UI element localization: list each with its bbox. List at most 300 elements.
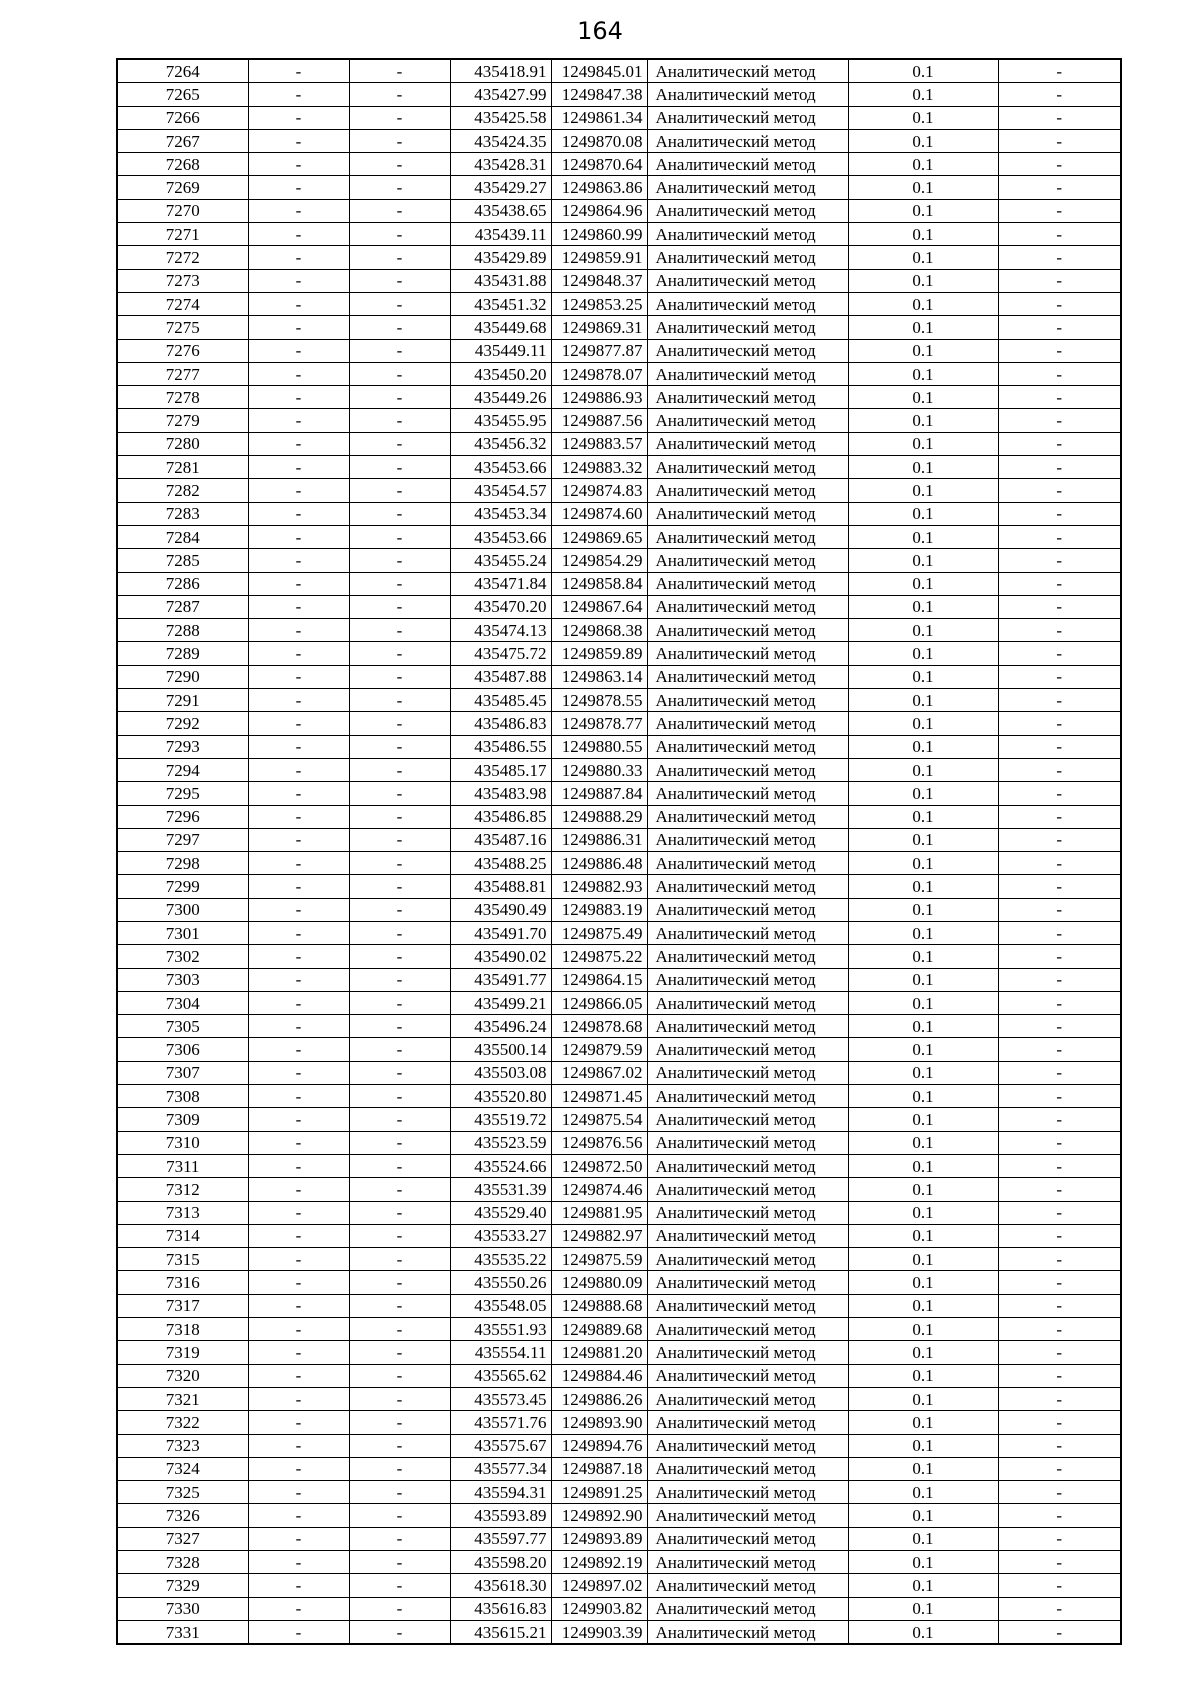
table-row xyxy=(117,1574,1121,1597)
x-coordinate-cell: 435490.02 xyxy=(450,945,551,968)
method-cell: Аналитический метод xyxy=(647,665,848,688)
point-number-cell: 7280 xyxy=(117,432,248,455)
y-coordinate-cell: 1249888.29 xyxy=(551,805,647,828)
accuracy-cell: 0.1 xyxy=(848,432,998,455)
x-coordinate-cell: 435491.77 xyxy=(450,968,551,991)
x-coordinate-cell: 435488.81 xyxy=(450,875,551,898)
y-coordinate-cell: 1249867.64 xyxy=(551,595,647,618)
empty-cell-b: - xyxy=(349,805,450,828)
point-number-cell: 7302 xyxy=(117,945,248,968)
y-coordinate-cell: 1249872.50 xyxy=(551,1154,647,1177)
empty-cell-a: - xyxy=(248,1597,349,1620)
point-number-cell: 7317 xyxy=(117,1294,248,1317)
empty-cell-b: - xyxy=(349,921,450,944)
x-coordinate-cell: 435575.67 xyxy=(450,1434,551,1457)
table-row xyxy=(117,945,1121,968)
empty-cell-a: - xyxy=(248,176,349,199)
method-cell: Аналитический метод xyxy=(647,1527,848,1550)
empty-cell-a: - xyxy=(248,852,349,875)
y-coordinate-cell: 1249853.25 xyxy=(551,292,647,315)
x-coordinate-cell: 435483.98 xyxy=(450,782,551,805)
accuracy-cell: 0.1 xyxy=(848,1457,998,1480)
note-cell: - xyxy=(998,83,1121,106)
note-cell: - xyxy=(998,456,1121,479)
point-number-cell: 7265 xyxy=(117,83,248,106)
y-coordinate-cell: 1249886.31 xyxy=(551,828,647,851)
point-number-cell: 7286 xyxy=(117,572,248,595)
empty-cell-a: - xyxy=(248,1411,349,1434)
empty-cell-a: - xyxy=(248,339,349,362)
point-number-cell: 7324 xyxy=(117,1457,248,1480)
accuracy-cell: 0.1 xyxy=(848,292,998,315)
point-number-cell: 7285 xyxy=(117,549,248,572)
point-number-cell: 7308 xyxy=(117,1085,248,1108)
y-coordinate-cell: 1249871.45 xyxy=(551,1085,647,1108)
x-coordinate-cell: 435455.24 xyxy=(450,549,551,572)
empty-cell-a: - xyxy=(248,432,349,455)
table-row xyxy=(117,1481,1121,1504)
y-coordinate-cell: 1249863.14 xyxy=(551,665,647,688)
y-coordinate-cell: 1249875.59 xyxy=(551,1248,647,1271)
note-cell: - xyxy=(998,782,1121,805)
y-coordinate-cell: 1249875.54 xyxy=(551,1108,647,1131)
note-cell: - xyxy=(998,176,1121,199)
empty-cell-b: - xyxy=(349,1620,450,1644)
note-cell: - xyxy=(998,59,1121,83)
method-cell: Аналитический метод xyxy=(647,1434,848,1457)
x-coordinate-cell: 435499.21 xyxy=(450,991,551,1014)
y-coordinate-cell: 1249882.97 xyxy=(551,1224,647,1247)
note-cell: - xyxy=(998,1038,1121,1061)
empty-cell-a: - xyxy=(248,549,349,572)
y-coordinate-cell: 1249893.89 xyxy=(551,1527,647,1550)
empty-cell-b: - xyxy=(349,456,450,479)
empty-cell-a: - xyxy=(248,1108,349,1131)
point-number-cell: 7327 xyxy=(117,1527,248,1550)
table-row xyxy=(117,362,1121,385)
method-cell: Аналитический метод xyxy=(647,805,848,828)
table-row xyxy=(117,153,1121,176)
point-number-cell: 7278 xyxy=(117,386,248,409)
y-coordinate-cell: 1249888.68 xyxy=(551,1294,647,1317)
y-coordinate-cell: 1249878.68 xyxy=(551,1015,647,1038)
table-row xyxy=(117,1271,1121,1294)
empty-cell-a: - xyxy=(248,129,349,152)
empty-cell-a: - xyxy=(248,59,349,83)
method-cell: Аналитический метод xyxy=(647,83,848,106)
accuracy-cell: 0.1 xyxy=(848,362,998,385)
method-cell: Аналитический метод xyxy=(647,502,848,525)
accuracy-cell: 0.1 xyxy=(848,129,998,152)
method-cell: Аналитический метод xyxy=(647,1015,848,1038)
point-number-cell: 7276 xyxy=(117,339,248,362)
y-coordinate-cell: 1249847.38 xyxy=(551,83,647,106)
empty-cell-b: - xyxy=(349,223,450,246)
y-coordinate-cell: 1249880.55 xyxy=(551,735,647,758)
x-coordinate-cell: 435503.08 xyxy=(450,1061,551,1084)
note-cell: - xyxy=(998,432,1121,455)
note-cell: - xyxy=(998,1271,1121,1294)
x-coordinate-cell: 435533.27 xyxy=(450,1224,551,1247)
accuracy-cell: 0.1 xyxy=(848,1434,998,1457)
method-cell: Аналитический метод xyxy=(647,1108,848,1131)
empty-cell-a: - xyxy=(248,1551,349,1574)
note-cell: - xyxy=(998,525,1121,548)
accuracy-cell: 0.1 xyxy=(848,1341,998,1364)
y-coordinate-cell: 1249854.29 xyxy=(551,549,647,572)
note-cell: - xyxy=(998,758,1121,781)
method-cell: Аналитический метод xyxy=(647,828,848,851)
accuracy-cell: 0.1 xyxy=(848,525,998,548)
y-coordinate-cell: 1249892.90 xyxy=(551,1504,647,1527)
method-cell: Аналитический метод xyxy=(647,1294,848,1317)
note-cell: - xyxy=(998,689,1121,712)
accuracy-cell: 0.1 xyxy=(848,1294,998,1317)
table-row xyxy=(117,269,1121,292)
note-cell: - xyxy=(998,1411,1121,1434)
accuracy-cell: 0.1 xyxy=(848,1527,998,1550)
accuracy-cell: 0.1 xyxy=(848,1411,998,1434)
point-number-cell: 7310 xyxy=(117,1131,248,1154)
method-cell: Аналитический метод xyxy=(647,1201,848,1224)
accuracy-cell: 0.1 xyxy=(848,1085,998,1108)
y-coordinate-cell: 1249845.01 xyxy=(551,59,647,83)
accuracy-cell: 0.1 xyxy=(848,1387,998,1410)
method-cell: Аналитический метод xyxy=(647,59,848,83)
method-cell: Аналитический метод xyxy=(647,1504,848,1527)
y-coordinate-cell: 1249881.20 xyxy=(551,1341,647,1364)
y-coordinate-cell: 1249883.19 xyxy=(551,898,647,921)
note-cell: - xyxy=(998,1364,1121,1387)
y-coordinate-cell: 1249876.56 xyxy=(551,1131,647,1154)
point-number-cell: 7313 xyxy=(117,1201,248,1224)
empty-cell-a: - xyxy=(248,782,349,805)
empty-cell-b: - xyxy=(349,246,450,269)
point-number-cell: 7321 xyxy=(117,1387,248,1410)
y-coordinate-cell: 1249883.57 xyxy=(551,432,647,455)
y-coordinate-cell: 1249859.89 xyxy=(551,642,647,665)
point-number-cell: 7322 xyxy=(117,1411,248,1434)
empty-cell-b: - xyxy=(349,689,450,712)
note-cell: - xyxy=(998,1387,1121,1410)
table-row xyxy=(117,1201,1121,1224)
table-row xyxy=(117,1434,1121,1457)
method-cell: Аналитический метод xyxy=(647,223,848,246)
method-cell: Аналитический метод xyxy=(647,1597,848,1620)
empty-cell-a: - xyxy=(248,386,349,409)
point-number-cell: 7287 xyxy=(117,595,248,618)
method-cell: Аналитический метод xyxy=(647,968,848,991)
note-cell: - xyxy=(998,1597,1121,1620)
accuracy-cell: 0.1 xyxy=(848,712,998,735)
empty-cell-b: - xyxy=(349,292,450,315)
accuracy-cell: 0.1 xyxy=(848,619,998,642)
empty-cell-b: - xyxy=(349,1434,450,1457)
point-number-cell: 7267 xyxy=(117,129,248,152)
method-cell: Аналитический метод xyxy=(647,875,848,898)
point-number-cell: 7320 xyxy=(117,1364,248,1387)
accuracy-cell: 0.1 xyxy=(848,456,998,479)
y-coordinate-cell: 1249886.26 xyxy=(551,1387,647,1410)
accuracy-cell: 0.1 xyxy=(848,223,998,246)
method-cell: Аналитический метод xyxy=(647,758,848,781)
point-number-cell: 7268 xyxy=(117,153,248,176)
x-coordinate-cell: 435470.20 xyxy=(450,595,551,618)
y-coordinate-cell: 1249874.60 xyxy=(551,502,647,525)
empty-cell-a: - xyxy=(248,642,349,665)
x-coordinate-cell: 435439.11 xyxy=(450,223,551,246)
x-coordinate-cell: 435565.62 xyxy=(450,1364,551,1387)
method-cell: Аналитический метод xyxy=(647,689,848,712)
x-coordinate-cell: 435487.88 xyxy=(450,665,551,688)
y-coordinate-cell: 1249870.64 xyxy=(551,153,647,176)
x-coordinate-cell: 435535.22 xyxy=(450,1248,551,1271)
empty-cell-a: - xyxy=(248,106,349,129)
method-cell: Аналитический метод xyxy=(647,945,848,968)
x-coordinate-cell: 435524.66 xyxy=(450,1154,551,1177)
method-cell: Аналитический метод xyxy=(647,1085,848,1108)
note-cell: - xyxy=(998,991,1121,1014)
note-cell: - xyxy=(998,409,1121,432)
note-cell: - xyxy=(998,1504,1121,1527)
point-number-cell: 7292 xyxy=(117,712,248,735)
table-row xyxy=(117,1131,1121,1154)
empty-cell-a: - xyxy=(248,1131,349,1154)
y-coordinate-cell: 1249897.02 xyxy=(551,1574,647,1597)
table-row xyxy=(117,1457,1121,1480)
point-number-cell: 7326 xyxy=(117,1504,248,1527)
empty-cell-b: - xyxy=(349,1178,450,1201)
note-cell: - xyxy=(998,712,1121,735)
table-row xyxy=(117,665,1121,688)
x-coordinate-cell: 435496.24 xyxy=(450,1015,551,1038)
accuracy-cell: 0.1 xyxy=(848,828,998,851)
empty-cell-b: - xyxy=(349,572,450,595)
empty-cell-a: - xyxy=(248,292,349,315)
x-coordinate-cell: 435431.88 xyxy=(450,269,551,292)
empty-cell-a: - xyxy=(248,1364,349,1387)
empty-cell-b: - xyxy=(349,1527,450,1550)
empty-cell-a: - xyxy=(248,1457,349,1480)
y-coordinate-cell: 1249874.83 xyxy=(551,479,647,502)
empty-cell-a: - xyxy=(248,1154,349,1177)
y-coordinate-cell: 1249903.82 xyxy=(551,1597,647,1620)
note-cell: - xyxy=(998,106,1121,129)
empty-cell-a: - xyxy=(248,898,349,921)
empty-cell-b: - xyxy=(349,1061,450,1084)
y-coordinate-cell: 1249878.77 xyxy=(551,712,647,735)
y-coordinate-cell: 1249887.18 xyxy=(551,1457,647,1480)
accuracy-cell: 0.1 xyxy=(848,1574,998,1597)
accuracy-cell: 0.1 xyxy=(848,689,998,712)
accuracy-cell: 0.1 xyxy=(848,1015,998,1038)
note-cell: - xyxy=(998,968,1121,991)
point-number-cell: 7301 xyxy=(117,921,248,944)
empty-cell-b: - xyxy=(349,1131,450,1154)
method-cell: Аналитический метод xyxy=(647,176,848,199)
accuracy-cell: 0.1 xyxy=(848,409,998,432)
empty-cell-a: - xyxy=(248,83,349,106)
empty-cell-a: - xyxy=(248,1038,349,1061)
x-coordinate-cell: 435486.83 xyxy=(450,712,551,735)
method-cell: Аналитический метод xyxy=(647,246,848,269)
note-cell: - xyxy=(998,479,1121,502)
empty-cell-b: - xyxy=(349,945,450,968)
table-row xyxy=(117,456,1121,479)
point-number-cell: 7277 xyxy=(117,362,248,385)
table-row xyxy=(117,991,1121,1014)
x-coordinate-cell: 435418.91 xyxy=(450,59,551,83)
accuracy-cell: 0.1 xyxy=(848,1481,998,1504)
x-coordinate-cell: 435475.72 xyxy=(450,642,551,665)
accuracy-cell: 0.1 xyxy=(848,805,998,828)
empty-cell-a: - xyxy=(248,595,349,618)
empty-cell-a: - xyxy=(248,828,349,851)
note-cell: - xyxy=(998,1551,1121,1574)
empty-cell-b: - xyxy=(349,1224,450,1247)
method-cell: Аналитический метод xyxy=(647,339,848,362)
accuracy-cell: 0.1 xyxy=(848,269,998,292)
point-number-cell: 7316 xyxy=(117,1271,248,1294)
y-coordinate-cell: 1249889.68 xyxy=(551,1318,647,1341)
empty-cell-b: - xyxy=(349,1085,450,1108)
note-cell: - xyxy=(998,223,1121,246)
point-number-cell: 7329 xyxy=(117,1574,248,1597)
note-cell: - xyxy=(998,1154,1121,1177)
empty-cell-b: - xyxy=(349,828,450,851)
empty-cell-b: - xyxy=(349,642,450,665)
y-coordinate-cell: 1249861.34 xyxy=(551,106,647,129)
table-body xyxy=(117,59,1121,1644)
x-coordinate-cell: 435554.11 xyxy=(450,1341,551,1364)
method-cell: Аналитический метод xyxy=(647,1620,848,1644)
y-coordinate-cell: 1249874.46 xyxy=(551,1178,647,1201)
empty-cell-a: - xyxy=(248,1318,349,1341)
empty-cell-a: - xyxy=(248,968,349,991)
empty-cell-a: - xyxy=(248,223,349,246)
note-cell: - xyxy=(998,339,1121,362)
empty-cell-b: - xyxy=(349,758,450,781)
method-cell: Аналитический метод xyxy=(647,1411,848,1434)
x-coordinate-cell: 435471.84 xyxy=(450,572,551,595)
x-coordinate-cell: 435500.14 xyxy=(450,1038,551,1061)
point-number-cell: 7306 xyxy=(117,1038,248,1061)
empty-cell-b: - xyxy=(349,1574,450,1597)
y-coordinate-cell: 1249884.46 xyxy=(551,1364,647,1387)
point-number-cell: 7305 xyxy=(117,1015,248,1038)
empty-cell-b: - xyxy=(349,1457,450,1480)
empty-cell-b: - xyxy=(349,1271,450,1294)
x-coordinate-cell: 435449.26 xyxy=(450,386,551,409)
x-coordinate-cell: 435616.83 xyxy=(450,1597,551,1620)
point-number-cell: 7272 xyxy=(117,246,248,269)
accuracy-cell: 0.1 xyxy=(848,1551,998,1574)
x-coordinate-cell: 435474.13 xyxy=(450,619,551,642)
point-number-cell: 7330 xyxy=(117,1597,248,1620)
point-number-cell: 7297 xyxy=(117,828,248,851)
empty-cell-b: - xyxy=(349,432,450,455)
y-coordinate-cell: 1249893.90 xyxy=(551,1411,647,1434)
accuracy-cell: 0.1 xyxy=(848,1061,998,1084)
method-cell: Аналитический метод xyxy=(647,898,848,921)
note-cell: - xyxy=(998,1085,1121,1108)
note-cell: - xyxy=(998,1248,1121,1271)
x-coordinate-cell: 435598.20 xyxy=(450,1551,551,1574)
point-number-cell: 7295 xyxy=(117,782,248,805)
y-coordinate-cell: 1249887.56 xyxy=(551,409,647,432)
point-number-cell: 7274 xyxy=(117,292,248,315)
table-row xyxy=(117,595,1121,618)
accuracy-cell: 0.1 xyxy=(848,1131,998,1154)
accuracy-cell: 0.1 xyxy=(848,595,998,618)
note-cell: - xyxy=(998,199,1121,222)
method-cell: Аналитический метод xyxy=(647,1318,848,1341)
accuracy-cell: 0.1 xyxy=(848,1504,998,1527)
y-coordinate-cell: 1249869.65 xyxy=(551,525,647,548)
accuracy-cell: 0.1 xyxy=(848,1271,998,1294)
x-coordinate-cell: 435438.65 xyxy=(450,199,551,222)
empty-cell-a: - xyxy=(248,153,349,176)
accuracy-cell: 0.1 xyxy=(848,921,998,944)
y-coordinate-cell: 1249879.59 xyxy=(551,1038,647,1061)
table-row xyxy=(117,1387,1121,1410)
note-cell: - xyxy=(998,1015,1121,1038)
accuracy-cell: 0.1 xyxy=(848,83,998,106)
x-coordinate-cell: 435424.35 xyxy=(450,129,551,152)
empty-cell-a: - xyxy=(248,1294,349,1317)
empty-cell-b: - xyxy=(349,549,450,572)
empty-cell-a: - xyxy=(248,1387,349,1410)
table-row xyxy=(117,712,1121,735)
empty-cell-a: - xyxy=(248,456,349,479)
point-number-cell: 7299 xyxy=(117,875,248,898)
x-coordinate-cell: 435571.76 xyxy=(450,1411,551,1434)
point-number-cell: 7311 xyxy=(117,1154,248,1177)
point-number-cell: 7264 xyxy=(117,59,248,83)
y-coordinate-cell: 1249859.91 xyxy=(551,246,647,269)
note-cell: - xyxy=(998,129,1121,152)
table-row xyxy=(117,689,1121,712)
empty-cell-a: - xyxy=(248,409,349,432)
x-coordinate-cell: 435490.49 xyxy=(450,898,551,921)
table-row xyxy=(117,968,1121,991)
method-cell: Аналитический метод xyxy=(647,432,848,455)
empty-cell-a: - xyxy=(248,805,349,828)
table-row xyxy=(117,898,1121,921)
method-cell: Аналитический метод xyxy=(647,1178,848,1201)
accuracy-cell: 0.1 xyxy=(848,665,998,688)
empty-cell-a: - xyxy=(248,572,349,595)
point-number-cell: 7312 xyxy=(117,1178,248,1201)
empty-cell-b: - xyxy=(349,153,450,176)
point-number-cell: 7290 xyxy=(117,665,248,688)
point-number-cell: 7275 xyxy=(117,316,248,339)
note-cell: - xyxy=(998,1434,1121,1457)
empty-cell-b: - xyxy=(349,782,450,805)
method-cell: Аналитический метод xyxy=(647,595,848,618)
point-number-cell: 7289 xyxy=(117,642,248,665)
y-coordinate-cell: 1249886.48 xyxy=(551,852,647,875)
point-number-cell: 7309 xyxy=(117,1108,248,1131)
table-row xyxy=(117,1597,1121,1620)
x-coordinate-cell: 435615.21 xyxy=(450,1620,551,1644)
method-cell: Аналитический метод xyxy=(647,991,848,1014)
table-row xyxy=(117,1318,1121,1341)
point-number-cell: 7282 xyxy=(117,479,248,502)
table-row xyxy=(117,1364,1121,1387)
point-number-cell: 7294 xyxy=(117,758,248,781)
table-row xyxy=(117,479,1121,502)
